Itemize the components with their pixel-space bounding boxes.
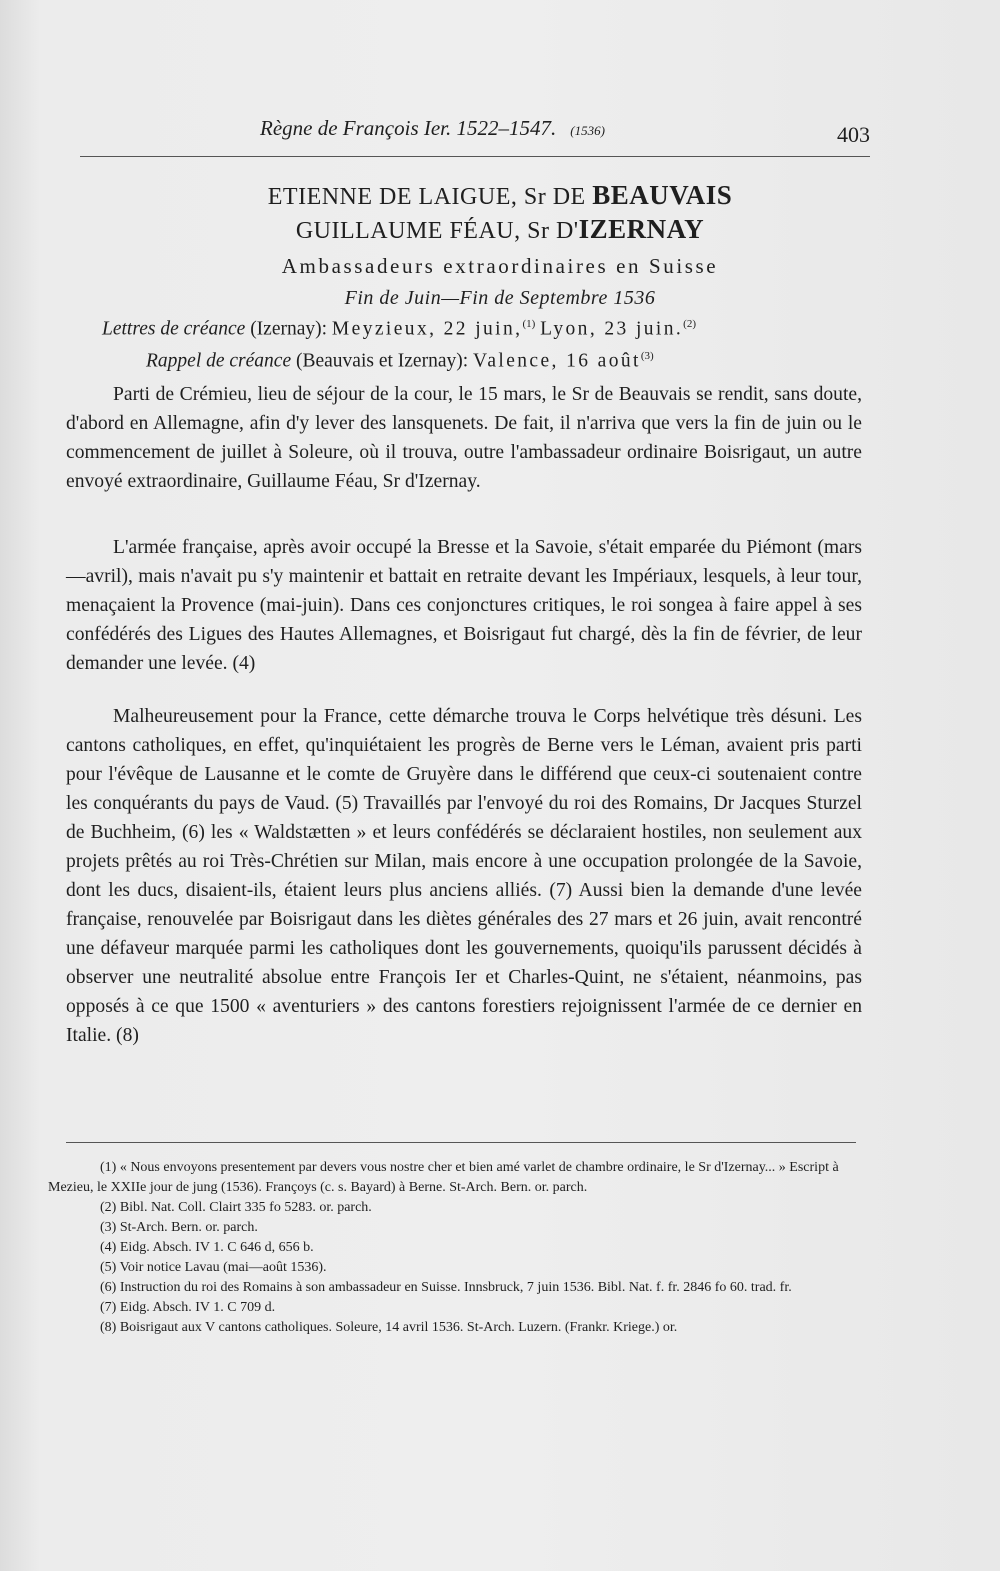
footnote-3: (3) St-Arch. Bern. or. parch. xyxy=(100,1220,258,1235)
paragraph-3: Malheureusement pour la France, cette démarche trouva le Corps helvétique très désuni. Les cantons catholiques, en effet, qu'inquiétaient les progrès de Berne vers le Léman, avaient pris parti pour l'évêque de Lausanne et le comte de Gruyère dans le différend que ceux-ci soutenaient contre les conquérants du pays de Vaud. (5) Travaillés par l'envoyé du roi des Romains, Dr Jacques Sturzel de Buchheim, (6) les « Waldstætten » et leurs confédérés se déclaraient hostiles, non seulement aux projets prêtés au roi Très-Chrétien sur Milan, mais encore à une occupation prolongée de la Savoie, dont les ducs, disaient-ils, étaient leurs plus anciens alliés. (7) Aussi bien la demande d'une levée française, renouvelée par Boisrigaut dans les diètes générales des 27 mars et 26 juin, avait rencontré une défaveur marquée parmi les catholiques dont les gouvernements, quoiqu'ils parussent décidés à observer une neutralité absolue entre François Ier et Charles-Quint, ne s'étaient, néanmoins, pas opposés à ce que 1500 « aventuriers » des cantons forestiers rejoignissent l'armée de ce dernier en Italie. (8) xyxy=(66,706,862,1046)
heading-role: Ambassadeurs extraordinaires en Suisse xyxy=(281,254,719,278)
heading-dates: Fin de Juin—Fin de Septembre 1536 xyxy=(344,287,656,309)
page-number: 403 xyxy=(837,122,870,147)
footnote-7: (7) Eidg. Absch. IV 1. C 709 d. xyxy=(100,1300,276,1315)
running-year: (1536) xyxy=(570,123,605,138)
rappel-de-creance-line: Rappel de créance (Beauvais et Izernay): Valence, 16 août$^{(3)}$ xyxy=(146,350,654,372)
paragraph-2: L'armée française, après avoir occupé la Bresse et la Savoie, s'était emparée du Piémont (mars—avril), mais n'avait pu s'y maintenir et battait en retraite devant les Impériaux, lesquels, à leur tour, menaçaient la Provence (mai-juin). Dans ces conjonctures critiques, le roi songea à faire appel à ses confédérés des Ligues des Hautes Allemagnes, et Boisrigaut fut chargé, dès la fin de février, de leur demander une levée. (4) xyxy=(66,537,862,674)
footnotes xyxy=(48,1158,858,1338)
footnote-5: (5) Voir notice Lavau (mai—août 1536). xyxy=(100,1260,327,1275)
footnote-2: (2) Bibl. Nat. Coll. Clairt 335 fo 5283. or. parch. xyxy=(100,1200,372,1215)
heading-name-beauvais: ETIENNE DE LAIGUE, Sr DE BEAUVAIS xyxy=(267,180,733,210)
lettres-de-creance-line: Lettres de créance (Izernay): Meyzieux, 22 juin,$^{(1)}$ Lyon, 23 juin.$^{(2)}$ xyxy=(102,318,696,340)
heading-name-izernay: GUILLAUME FÉAU, Sr D'IZERNAY xyxy=(295,214,705,244)
footnote-6: (6) Instruction du roi des Romains à son ambassadeur en Suisse. Innsbruck, 7 juin 1536. Bibl. Nat. f. fr. 2846 fo 60. trad. fr. xyxy=(100,1280,792,1295)
running-header xyxy=(80,116,870,157)
footnote-divider xyxy=(66,1142,856,1143)
footnote-8: (8) Boisrigaut aux V cantons catholiques. Soleure, 14 avril 1536. St-Arch. Luzern. (Frankr. Kriege.) or. xyxy=(100,1320,678,1335)
paragraph-1: Parti de Crémieu, lieu de séjour de la cour, le 15 mars, le Sr de Beauvais se rendit, sans doute, d'abord en Allemagne, afin d'y lever des lansquenets. De fait, il n'arriva que vers la fin de juin ou le commencement de juillet à Soleure, où il trouva, outre l'ambassadeur ordinaire Boisrigaut, un autre envoyé extraordinaire, Guillaume Féau, Sr d'Izernay. xyxy=(66,384,862,492)
footnote-4: (4) Eidg. Absch. IV 1. C 646 d, 656 b. xyxy=(100,1240,314,1255)
footnote-1: (1) « Nous envoyons presentement par devers vous nostre cher et bien amé varlet de chambre ordinaire, le Sr d'Izernay... » Escript à Mezieu, le XXIIe jour de jung (1536). Françoys (c. s. Bayard) à Berne. St-Arch. Bern. or. parch. xyxy=(48,1160,839,1195)
running-title: Règne de François Ier. 1522–1547. (1536) xyxy=(260,116,605,140)
